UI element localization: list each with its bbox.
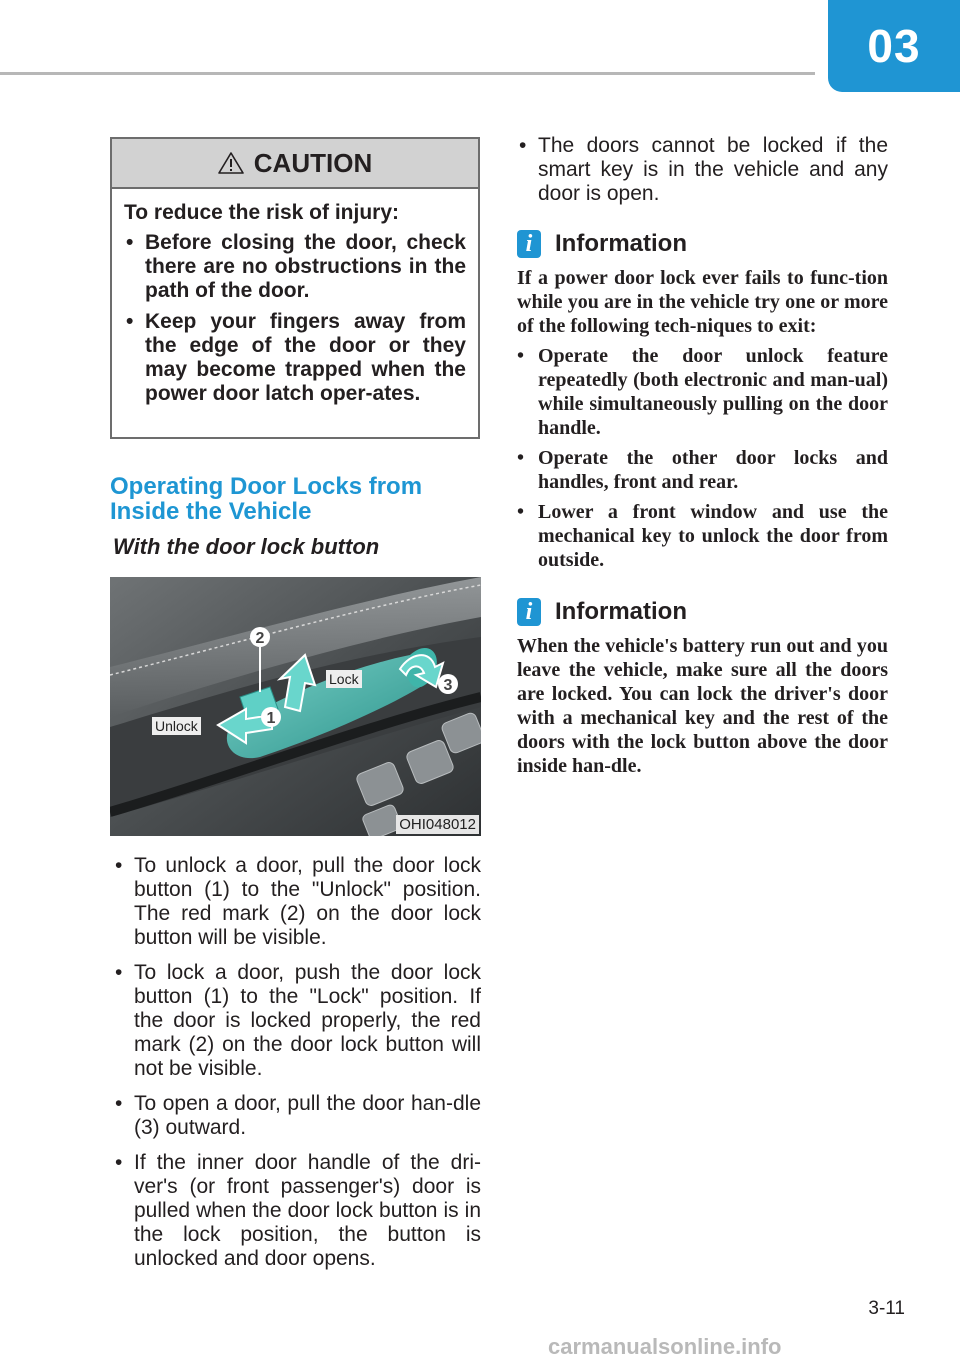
door-lock-instructions (113, 854, 481, 1282)
lock-label: Lock (326, 670, 362, 688)
list-item: • To unlock a door, pull the door lock button (1) to the "Unlock" position. The red mark (2) on the door lock button will be visible. (113, 854, 481, 950)
info-icon: i (517, 230, 541, 258)
info-header (517, 598, 888, 626)
list-item: • To open a door, pull the door han-dle (3) outward. (113, 1092, 481, 1140)
caution-lead: To reduce the risk of injury: (124, 201, 399, 224)
chapter-tab (828, 0, 960, 92)
caution-body (112, 189, 478, 406)
caution-title: CAUTION (253, 147, 373, 178)
info-item: • Operate the other door locks and handles, front and rear. (517, 446, 888, 494)
callout-2: 2 (255, 630, 265, 647)
info-text: When the vehicle's battery run out and you leave the vehicle, make sure all the doors are locked. You can lock the driver's door with a mechanical key and the rest of the doors with the lock button above the door inside han-dle. (517, 635, 888, 777)
door-lock-figure (110, 577, 481, 836)
callout-3: 3 (443, 677, 453, 694)
info-intro: If a power door lock ever fails to func-tion while you are in the vehicle try one or more of the following tech-niques to exit: (517, 267, 888, 337)
info-header (517, 230, 888, 258)
info-title: Information (555, 598, 687, 625)
info-item: • Operate the door unlock feature repeatedly (both electronic and man-ual) while simultaneously pulling on the door handle. (517, 344, 888, 440)
info-body (517, 634, 888, 778)
header-rule (0, 72, 815, 75)
smart-key-note: • The doors cannot be locked if the smart key is in the vehicle and any door is open. (517, 134, 888, 206)
caution-item: • Before closing the door, check there are no obstructions in the path of the door. (124, 231, 466, 303)
section-title: Operating Door Locks from Inside the Vehicle (110, 473, 423, 525)
list-item: • To lock a door, push the door lock button (1) to the "Lock" position. If the door is locked properly, the red mark (2) on the door lock button will not be visible. (113, 961, 481, 1081)
unlock-label: Unlock (152, 717, 201, 735)
chapter-number: 03 (867, 20, 921, 72)
list-item: • If the inner door handle of the dri-ver's (or front passenger's) door is pulled when the door lock button is in the lock position, the button is unlocked and door opens. (113, 1151, 481, 1271)
caution-header (112, 139, 478, 189)
info-item: • Lower a front window and use the mechanical key to unlock the door from outside. (517, 500, 888, 572)
callout-1: 1 (266, 710, 276, 727)
right-column (517, 134, 888, 778)
info-body (517, 266, 888, 572)
warning-triangle-icon (218, 151, 244, 175)
figure-code: OHI048012 (396, 815, 479, 834)
caution-item: • Keep your fingers away from the edge of the door or they may become trapped when the power door latch oper-ates. (124, 310, 466, 406)
sub-title: With the door lock button (113, 534, 380, 559)
page-number: 3-11 (868, 1298, 905, 1319)
door-lock-button-illustration (110, 577, 481, 836)
caution-box (110, 137, 480, 439)
info-title: Information (555, 230, 687, 257)
watermark: carmanualsonline.info (548, 1334, 782, 1359)
info-icon: i (517, 598, 541, 626)
